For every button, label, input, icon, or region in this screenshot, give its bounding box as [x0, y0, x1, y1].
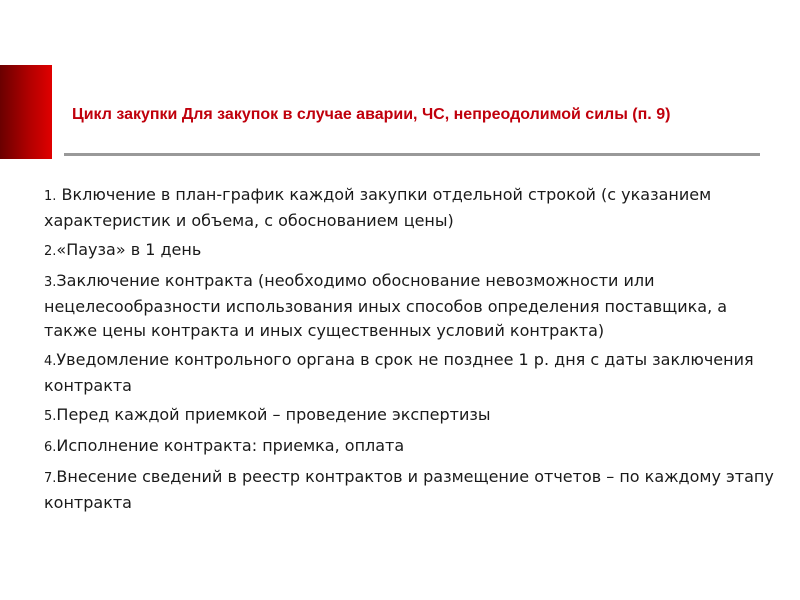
- item-number: 5.: [44, 409, 57, 424]
- item-number: 6.: [44, 440, 57, 455]
- list-item: [44, 348, 774, 398]
- slide-title: Цикл закупки Для закупок в случае аварии, ЧС, непреодолимой силы (п. 9): [72, 106, 671, 123]
- list-item: [44, 183, 774, 233]
- list-item: [44, 269, 774, 343]
- item-number: 1.: [44, 189, 57, 204]
- item-text: Уведомление контрольного органа в срок не позднее 1 р. дня с даты заключения контракта: [44, 350, 754, 395]
- item-number: 4.: [44, 354, 57, 369]
- item-text: Перед каждой приемкой – проведение экспертизы: [56, 405, 491, 424]
- item-text: Заключение контракта (необходимо обоснование невозможности или нецелесообразности использования иных способов определения поставщика, а также цены контракта и иных существенных условий контракта): [44, 271, 728, 340]
- accent-bar: [0, 65, 52, 159]
- item-number: 2.: [44, 244, 57, 259]
- list-item: [44, 238, 774, 264]
- item-text: Внесение сведений в реестр контрактов и размещение отчетов – по каждому этапу контракта: [44, 467, 774, 512]
- item-text: Исполнение контракта: приемка, оплата: [56, 436, 405, 455]
- item-number: 7.: [44, 471, 57, 486]
- item-text: Включение в план-график каждой закупки отдельной строкой (с указанием характеристик и объема, с обоснованием цены): [44, 185, 712, 230]
- list-item: [44, 465, 774, 515]
- item-number: 3.: [44, 275, 57, 290]
- list-item: [44, 403, 774, 429]
- list-item: [44, 434, 774, 460]
- title-divider: [64, 153, 760, 156]
- item-text: «Пауза» в 1 день: [56, 240, 202, 259]
- procurement-steps-list: [44, 183, 774, 520]
